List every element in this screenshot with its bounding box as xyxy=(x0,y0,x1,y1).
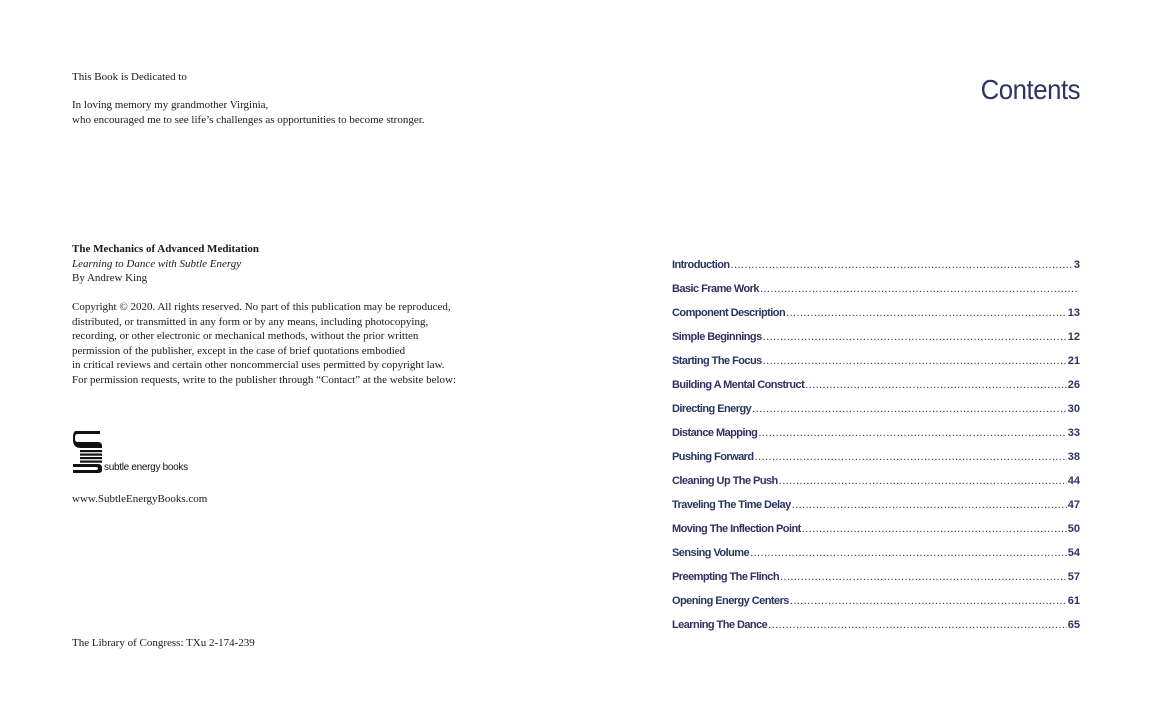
toc-page-number: 30 xyxy=(1067,403,1080,415)
dedication-line-2: who encouraged me to see life’s challenges as opportunities to become stronger. xyxy=(72,114,425,126)
toc-dot-leader xyxy=(805,379,1067,391)
toc-entry[interactable] xyxy=(672,307,1080,331)
library-of-congress: The Library of Congress: TXu 2-174-239 xyxy=(72,637,255,649)
toc-entry[interactable] xyxy=(672,571,1080,595)
dedication-heading: This Book is Dedicated to xyxy=(72,71,187,83)
copyright-line: distributed, or transmitted in any form or by any means, including photocopying, xyxy=(72,315,429,328)
toc-entry-title: Moving The Inflection Point xyxy=(672,523,801,535)
toc-page-number: 21 xyxy=(1067,355,1080,367)
toc-dot-leader xyxy=(763,331,1067,343)
toc-entry[interactable] xyxy=(672,547,1080,571)
copyright-line: in critical reviews and certain other noncommercial uses permitted by copyright law. xyxy=(72,359,445,371)
toc-dot-leader xyxy=(802,523,1067,535)
toc-page-number: 50 xyxy=(1067,523,1080,535)
logo-text: subtle energy books xyxy=(104,462,188,473)
toc-entry[interactable] xyxy=(672,355,1080,379)
book-title: The Mechanics of Advanced Meditation xyxy=(72,243,259,255)
toc-page-number: 12 xyxy=(1067,331,1080,343)
toc-page-number: 54 xyxy=(1067,547,1080,559)
toc-page-number: 61 xyxy=(1067,595,1080,607)
toc-page-number: 26 xyxy=(1067,379,1080,391)
book-subtitle: Learning to Dance with Subtle Energy xyxy=(72,258,242,270)
publisher-logo xyxy=(72,430,202,474)
toc-dot-leader xyxy=(763,355,1067,367)
toc-page-number: 57 xyxy=(1067,571,1080,583)
toc-entry-title: Simple Beginnings xyxy=(672,331,762,343)
toc-entry-title: Opening Energy Centers xyxy=(672,595,789,607)
dedication-line-1: In loving memory my grandmother Virginia, xyxy=(72,99,269,111)
toc-entry-title: Directing Energy xyxy=(672,403,752,415)
toc-dot-leader xyxy=(779,475,1067,487)
toc-page-number: 47 xyxy=(1067,499,1080,511)
toc-entry[interactable] xyxy=(672,331,1080,355)
toc-entry[interactable] xyxy=(672,595,1080,619)
book-author: By Andrew King xyxy=(72,272,148,284)
toc-entry[interactable] xyxy=(672,499,1080,523)
toc-page-number: 13 xyxy=(1067,307,1080,319)
toc-entry-title: Preempting The Flinch xyxy=(672,571,780,583)
copyright-line: permission of the publisher, except in the case of brief quotations embodied xyxy=(72,344,406,357)
toc-dot-leader xyxy=(760,283,1079,295)
toc-page-number: 65 xyxy=(1067,619,1080,631)
toc-entry[interactable] xyxy=(672,451,1080,475)
toc-entry-title: Sensing Volume xyxy=(672,547,750,559)
stacked-s-books-logo-icon xyxy=(72,430,104,474)
toc-entry-title: Cleaning Up The Push xyxy=(672,475,778,487)
toc-entry[interactable] xyxy=(672,283,1080,307)
copyright-line: Copyright © 2020. All rights reserved. No part of this publication may be reproduced, xyxy=(72,301,451,313)
toc-entry[interactable] xyxy=(672,523,1080,547)
toc-page-number: 44 xyxy=(1067,475,1080,487)
toc-entry[interactable] xyxy=(672,475,1080,499)
toc-entry-title: Component Description xyxy=(672,307,786,319)
toc-dot-leader xyxy=(755,451,1067,463)
toc-entry[interactable] xyxy=(672,403,1080,427)
toc-entry[interactable] xyxy=(672,259,1080,283)
toc-entry-title: Traveling The Time Delay xyxy=(672,499,791,511)
toc-entry[interactable] xyxy=(672,427,1080,451)
toc-page-number: 3 xyxy=(1073,259,1080,271)
toc-dot-leader xyxy=(768,619,1067,631)
website-link[interactable]: www.SubtleEnergyBooks.com xyxy=(72,493,208,505)
toc-page-number: 38 xyxy=(1067,451,1080,463)
toc-entry-title: Building A Mental Construct xyxy=(672,379,805,391)
toc-dot-leader xyxy=(752,403,1067,415)
table-of-contents xyxy=(672,259,1080,643)
toc-dot-leader xyxy=(731,259,1073,271)
toc-entry[interactable] xyxy=(672,379,1080,403)
copyright-line: For permission requests, write to the publisher through “Contact” at the website below: xyxy=(72,373,457,386)
toc-entry-title: Learning The Dance xyxy=(672,619,768,631)
toc-dot-leader xyxy=(792,499,1067,511)
toc-page-number: 33 xyxy=(1067,427,1080,439)
toc-entry-title: Pushing Forward xyxy=(672,451,754,463)
copyright-line: recording, or other electronic or mechanical methods, without the prior written xyxy=(72,330,419,342)
copyright-notice xyxy=(72,300,492,387)
toc-entry-title: Distance Mapping xyxy=(672,427,758,439)
toc-entry[interactable] xyxy=(672,619,1080,643)
toc-entry-title: Introduction xyxy=(672,259,730,271)
toc-dot-leader xyxy=(758,427,1066,439)
toc-dot-leader xyxy=(750,547,1067,559)
toc-entry-title: Starting The Focus xyxy=(672,355,762,367)
contents-title: Contents xyxy=(980,74,1080,105)
toc-dot-leader xyxy=(790,595,1067,607)
toc-dot-leader xyxy=(780,571,1067,583)
toc-entry-title: Basic Frame Work xyxy=(672,283,759,295)
toc-dot-leader xyxy=(786,307,1067,319)
